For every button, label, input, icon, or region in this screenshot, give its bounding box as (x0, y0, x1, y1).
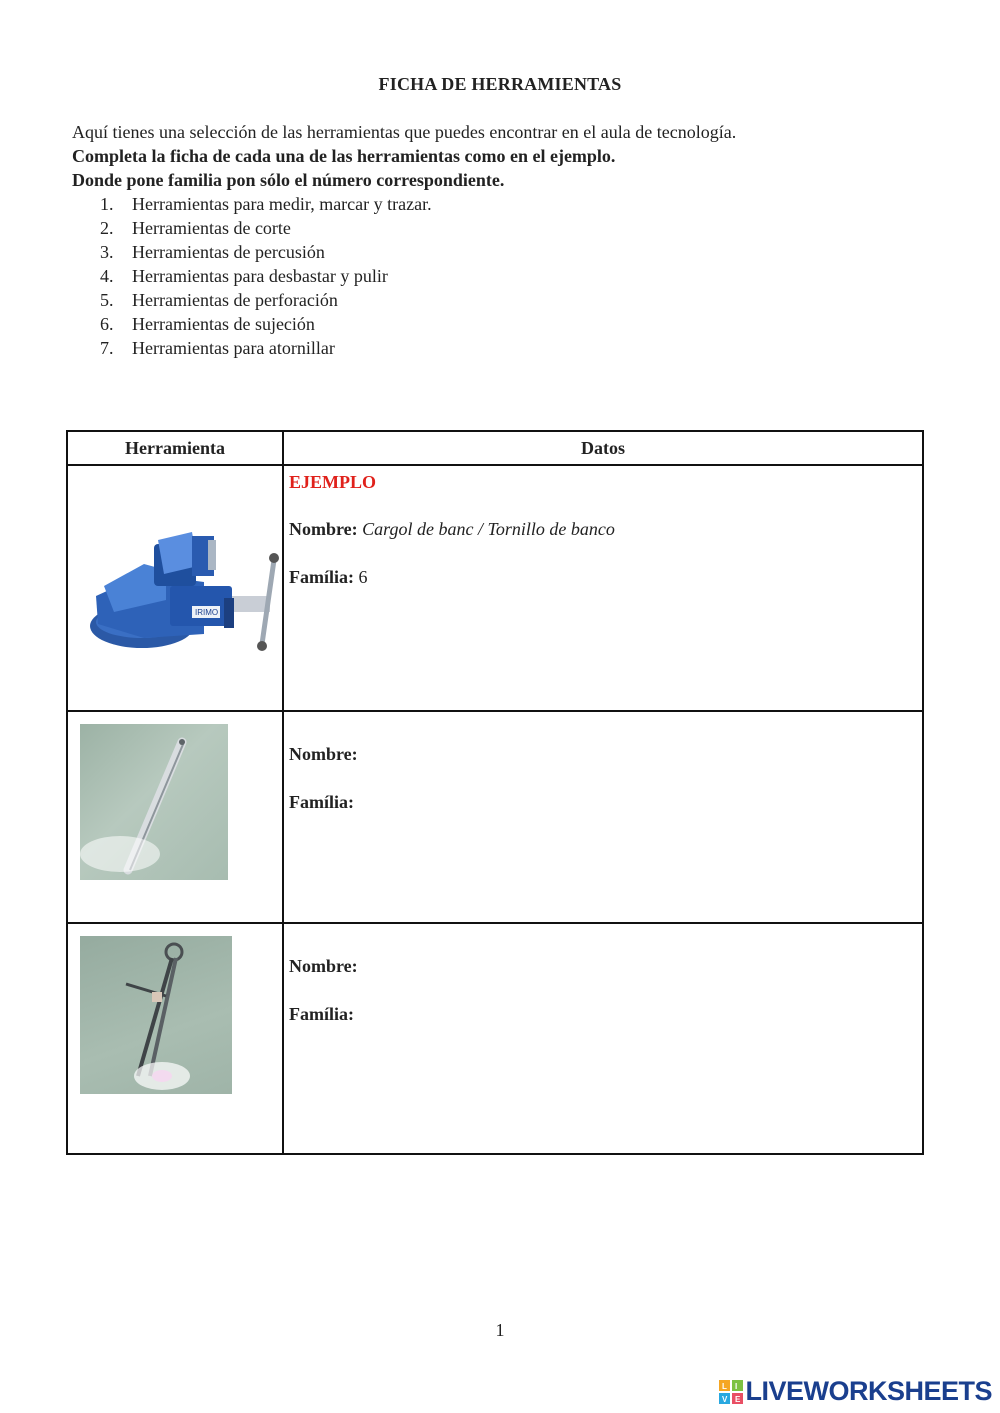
svg-text:E: E (735, 1394, 741, 1404)
table-row (67, 711, 923, 923)
list-item: 5. Herramientas de perforación (100, 290, 338, 310)
intro-block (72, 120, 932, 192)
name-field: Nombre: (289, 744, 358, 764)
logo-text: LIVEWORKSHEETS (745, 1376, 992, 1406)
bench-vise-photo-icon (84, 526, 279, 668)
table-header-row (67, 431, 923, 465)
tool-data-cell (283, 923, 923, 1154)
vise-brand-label: IRIMO (195, 608, 219, 617)
logo-squares-icon (719, 1380, 743, 1404)
divider-compass-photo-icon (80, 936, 232, 1094)
table-row (67, 923, 923, 1154)
page-number: 1 (495, 1320, 505, 1340)
family-field: Família: (289, 792, 354, 812)
family-field: Família: (289, 1004, 354, 1024)
header-tool: Herramienta (67, 431, 283, 465)
list-item: 3. Herramientas de percusión (100, 242, 325, 262)
list-item: 7. Herramientas para atornillar (100, 338, 335, 358)
list-item: 1. Herramientas para medir, marcar y trazar. (100, 194, 432, 214)
list-item: 6. Herramientas de sujeción (100, 314, 315, 334)
header-data: Datos (283, 431, 923, 465)
tool-image-cell (67, 923, 283, 1154)
name-field: Nombre: Cargol de banc / Tornillo de banco (289, 519, 615, 539)
svg-text:I: I (735, 1381, 738, 1391)
svg-text:L: L (722, 1381, 728, 1391)
intro-line: Aquí tienes una selección de las herramientas que puedes encontrar en el aula de tecnología. (72, 122, 737, 142)
tool-data-cell (283, 465, 923, 711)
family-field: Família: 6 (289, 567, 368, 587)
tools-table (66, 430, 924, 1155)
steel-ruler-photo-icon (80, 724, 228, 880)
tool-data-cell (283, 711, 923, 923)
families-list (100, 192, 432, 360)
liveworksheets-logo (719, 1376, 992, 1407)
instruction-family: Donde pone familia pon sólo el número correspondiente. (72, 170, 505, 190)
instruction-complete: Completa la ficha de cada una de las herramientas como en el ejemplo. (72, 146, 616, 166)
table-row (67, 465, 923, 711)
example-label: EJEMPLO (289, 472, 377, 492)
name-field: Nombre: (289, 956, 358, 976)
family-value: 6 (358, 567, 368, 587)
svg-text:V: V (722, 1394, 728, 1404)
list-item: 4. Herramientas para desbastar y pulir (100, 266, 388, 286)
page-title: FICHA DE HERRAMIENTAS (378, 74, 622, 94)
name-value: Cargol de banc / Tornillo de banco (362, 519, 615, 539)
tool-image-cell (67, 711, 283, 923)
list-item: 2. Herramientas de corte (100, 218, 291, 238)
tool-image-cell (67, 465, 283, 711)
